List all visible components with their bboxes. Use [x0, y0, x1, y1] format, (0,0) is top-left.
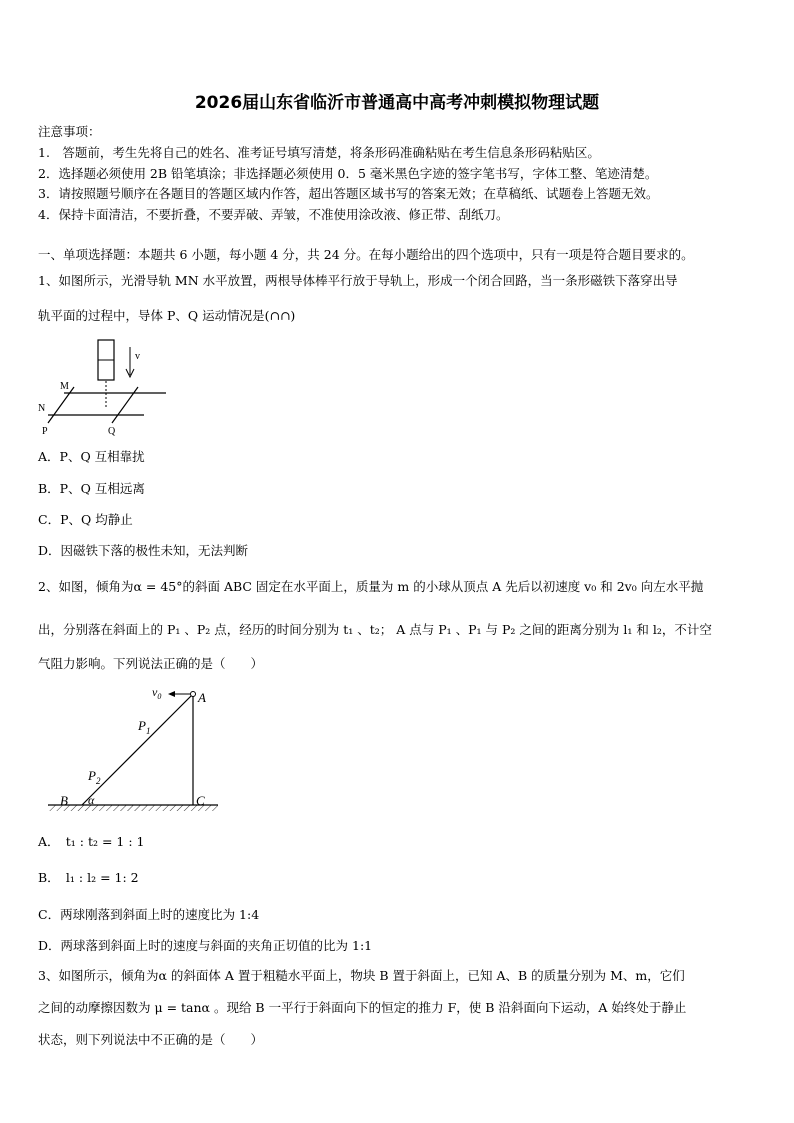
page-title: 2026届山东省临沂市普通高中高考冲刺模拟物理试题: [194, 93, 600, 113]
question-2-text: 出，分别落在斜面上的 P₁ 、P₂ 点，经历的时间分别为 t₁ 、t₂； A 点与 P₁ 、P₁ 与 P₂ 之间的距离分别为 l₁ 和 l₂，不计空: [38, 622, 712, 637]
question-1-figure: [36, 335, 176, 437]
section-heading: 一、单项选择题：本题共 6 小题，每小题 4 分，共 24 分。在每小题给出的四个选项中，只有一项是符合题目要求的。: [38, 247, 694, 262]
label-v0-sub: 0: [157, 692, 162, 701]
option: D．因磁铁下落的极性未知，无法判断: [38, 543, 249, 558]
option: B．P、Q 互相远离: [38, 481, 145, 496]
label-p1-sub: 1: [145, 726, 151, 736]
ground-hatching: [48, 805, 218, 811]
rod-p: [48, 387, 74, 423]
label-b: B: [60, 793, 68, 808]
label-a: A: [198, 690, 206, 705]
label-p2: [87, 768, 101, 786]
question-3-text: 3、如图所示，倾角为α 的斜面体 A 置于粗糙水平面上，物块 B 置于斜面上，已知 A、B 的质量分别为 M、m，它们: [38, 968, 685, 983]
label-p1-main: P: [138, 718, 146, 733]
rod-q: [112, 387, 138, 423]
question-2-figure: [44, 682, 224, 814]
question-3-text: 之间的动摩擦因数为 μ = tanα 。现给 B 一平行于斜面向下的恒定的推力 F，使 B 沿斜面向下运动，A 始终处于静止: [38, 1000, 687, 1015]
notice-item: 2．选择题必须使用 2B 铅笔填涂；非选择题必须使用 0．5 毫米黑色字迹的签字笔书写，字体工整、笔迹清楚。: [38, 166, 658, 181]
label-v0-main: v: [152, 685, 158, 699]
notice-item: 4．保持卡面清洁，不要折叠，不要弄破、弄皱，不准使用涂改液、修正带、刮纸刀。: [38, 207, 509, 222]
label-p2-main: P: [88, 768, 96, 783]
option: C．P、Q 均静止: [38, 512, 133, 527]
label-c: C: [196, 793, 205, 808]
question-3-text: 状态，则下列说法中不正确的是（ ）: [38, 1032, 264, 1047]
option: C．两球刚落到斜面上时的速度比为 1:4: [38, 907, 260, 922]
label-m: M: [60, 381, 69, 392]
notice-heading: 注意事项：: [38, 124, 101, 139]
label-p: P: [42, 426, 48, 437]
notice-item: 3．请按照题号顺序在各题目的答题区域内作答，超出答题区域书写的答案无效；在草稿纸、试题卷上答题无效。: [38, 186, 659, 201]
ball: [191, 692, 196, 697]
label-n: N: [38, 403, 46, 414]
option: A．P、Q 互相靠扰: [38, 449, 145, 464]
label-p1: [137, 718, 150, 736]
label-q: Q: [108, 426, 116, 437]
question-2-text: 气阻力影响。下列说法正确的是（ ）: [38, 656, 264, 671]
option: B． l₁ : l₂ = 1: 2: [38, 870, 139, 885]
arrow-head-icon: [168, 691, 175, 697]
label-v: v: [135, 351, 140, 362]
label-v0: [152, 685, 161, 701]
label-p2-sub: 2: [95, 776, 101, 786]
notice-item: 1. 答题前，考生先将自己的姓名、准考证号填写清楚，将条形码准确粘贴在考生信息条形码粘贴区。: [38, 145, 600, 160]
option: D．两球落到斜面上时的速度与斜面的夹角正切值的比为 1:1: [38, 938, 373, 953]
question-1-text: 轨平面的过程中，导体 P、Q 运动情况是(∩∩): [38, 308, 296, 323]
label-alpha: α: [88, 793, 95, 807]
option: A． t₁ : t₂ = 1 : 1: [38, 834, 145, 849]
incline-hypotenuse: [82, 694, 193, 805]
question-2-text: 2、如图，倾角为α = 45°的斜面 ABC 固定在水平面上，质量为 m 的小球从顶点 A 先后以初速度 v₀ 和 2v₀ 向左水平抛: [38, 579, 704, 594]
question-1-text: 1、如图所示，光滑导轨 MN 水平放置，两根导体棒平行放于导轨上，形成一个闭合回路，当一条形磁铁下落穿出导: [38, 273, 678, 288]
